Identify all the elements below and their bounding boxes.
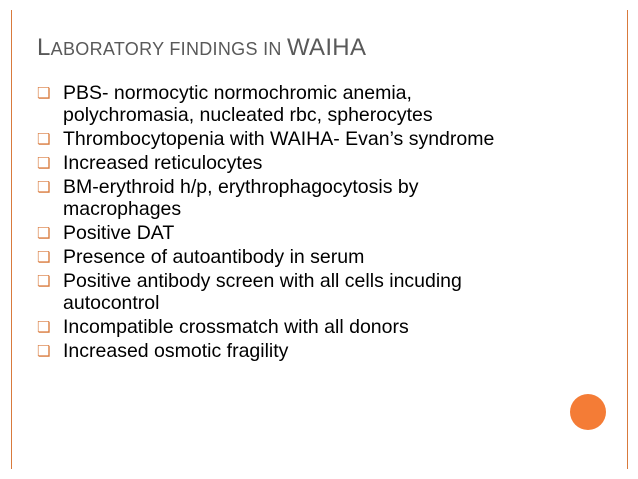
square-bullet-icon: ❏	[37, 84, 51, 102]
bullet-text: Positive antibody screen with all cells incuding autocontrol	[63, 270, 462, 314]
list-item	[37, 246, 527, 268]
list-item	[37, 222, 527, 244]
square-bullet-icon: ❏	[37, 154, 51, 172]
bullet-text: PBS- normocytic normochromic anemia, polychromasia, nucleated rbc, spherocytes	[63, 82, 433, 126]
title-prefix-rest: ABORATORY FINDINGS IN	[50, 39, 287, 59]
square-bullet-icon: ❏	[37, 178, 51, 196]
list-item	[37, 176, 527, 220]
bullet-text: Incompatible crossmatch with all donors	[63, 316, 409, 338]
list-item	[37, 128, 527, 150]
square-bullet-icon: ❏	[37, 272, 51, 290]
square-bullet-icon: ❏	[37, 224, 51, 242]
bullet-text: Increased reticulocytes	[63, 152, 263, 174]
bullet-text: Increased osmotic fragility	[63, 340, 289, 362]
bullet-text: Positive DAT	[63, 222, 175, 244]
square-bullet-icon: ❏	[37, 130, 51, 148]
bullet-text: Presence of autoantibody in serum	[63, 246, 365, 268]
list-item	[37, 316, 527, 338]
square-bullet-icon: ❏	[37, 342, 51, 360]
list-item	[37, 340, 527, 362]
title-suffix: WAIHA	[286, 34, 367, 61]
list-item	[37, 82, 527, 126]
slide-title	[37, 34, 366, 62]
bullet-text: Thrombocytopenia with WAIHA- Evan’s syndrome	[63, 128, 495, 150]
list-item	[37, 270, 527, 314]
bullet-list	[37, 82, 527, 364]
title-prefix-cap: L	[37, 34, 51, 61]
decorative-circle	[570, 394, 606, 430]
square-bullet-icon: ❏	[37, 248, 51, 266]
square-bullet-icon: ❏	[37, 318, 51, 336]
bullet-text: BM-erythroid h/p, erythrophagocytosis by macrophages	[63, 176, 419, 220]
list-item	[37, 152, 527, 174]
